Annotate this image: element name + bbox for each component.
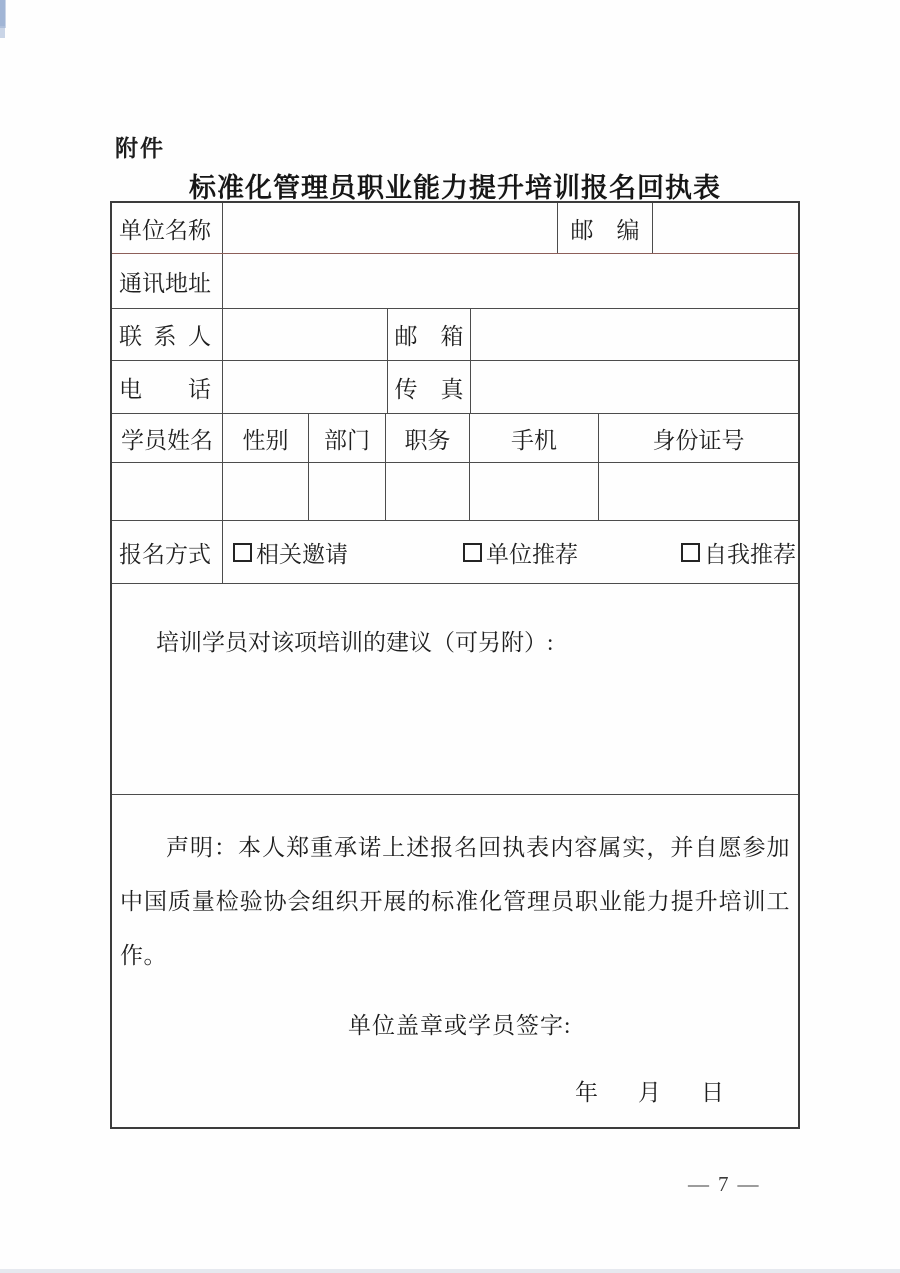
row-contact	[112, 309, 798, 361]
trainee-data-row	[112, 463, 798, 521]
trainee-name-field	[112, 463, 222, 520]
row-suggestion	[112, 584, 798, 795]
contact-field	[222, 309, 387, 360]
trainee-name-header: 学员姓名	[121, 427, 213, 453]
option-self-recommendation	[681, 536, 796, 569]
scan-artifact	[0, 0, 5, 38]
email-label: 邮 箱	[387, 309, 470, 360]
option-invitation-label: 相关邀请	[256, 541, 348, 567]
date-day-label: 日	[701, 1080, 724, 1105]
option-unit-recommendation-label: 单位推荐	[486, 541, 578, 567]
scan-edge-shadow	[0, 1269, 900, 1273]
signature-label: 单位盖章或学员签字:	[348, 1013, 572, 1038]
fax-field	[470, 361, 798, 413]
attachment-label: 附件	[115, 135, 165, 161]
gender-header: 性别	[222, 414, 308, 462]
scan-artifact	[0, 0, 6, 28]
scan-artifact	[0, 0, 5, 26]
contact-label: 联 系 人	[119, 324, 211, 349]
department-header: 部门	[308, 414, 385, 462]
trainee-header-row	[112, 414, 798, 463]
fax-label: 传 真	[387, 361, 470, 413]
checkbox-icon	[681, 543, 700, 562]
row-declaration	[112, 795, 798, 1127]
registration-method-label: 报名方式	[119, 541, 211, 567]
row-phone	[112, 361, 798, 414]
checkbox-icon	[233, 543, 252, 562]
mobile-header: 手机	[469, 414, 598, 462]
address-field	[222, 254, 798, 308]
date-month-label: 月	[638, 1080, 661, 1105]
position-header: 职务	[385, 414, 469, 462]
registration-method-options	[222, 521, 798, 583]
mobile-field	[469, 463, 598, 520]
page-number-footer	[688, 1172, 759, 1197]
footer-dash-left: —	[688, 1172, 709, 1196]
date-line	[575, 1074, 724, 1107]
address-label: 通讯地址	[119, 270, 211, 296]
row-registration-method	[112, 521, 798, 584]
email-field	[470, 309, 798, 360]
row-address	[112, 254, 798, 309]
footer-dash-right: —	[737, 1172, 759, 1196]
row-unit-name	[112, 203, 798, 254]
postal-code-field	[652, 203, 798, 253]
option-invitation	[233, 536, 348, 569]
document-title: 标准化管理员职业能力提升培训报名回执表	[189, 173, 721, 203]
option-unit-recommendation	[463, 536, 578, 569]
suggestion-label: 培训学员对该项培训的建议（可另附）:	[156, 630, 554, 655]
unit-name-field	[222, 203, 557, 253]
option-self-recommendation-label: 自我推荐	[704, 541, 796, 567]
id-number-header: 身份证号	[598, 414, 798, 462]
phone-label: 电 话	[119, 376, 211, 402]
postal-code-label: 邮 编	[557, 203, 652, 253]
unit-name-label: 单位名称	[119, 217, 211, 243]
registration-form-table	[110, 201, 800, 1129]
position-field	[385, 463, 469, 520]
department-field	[308, 463, 385, 520]
declaration-text: 声明：本人郑重承诺上述报名回执表内容属实，并自愿参加中国质量检验协会组织开展的标准化管理员职业能力提升培训工作。	[120, 835, 790, 968]
id-number-field	[598, 463, 798, 520]
phone-field	[222, 361, 387, 413]
suggestion-section	[112, 584, 798, 794]
date-year-label: 年	[575, 1080, 598, 1105]
page-number: 7	[718, 1172, 729, 1196]
gender-field	[222, 463, 308, 520]
checkbox-icon	[463, 543, 482, 562]
declaration-section	[112, 795, 798, 1127]
